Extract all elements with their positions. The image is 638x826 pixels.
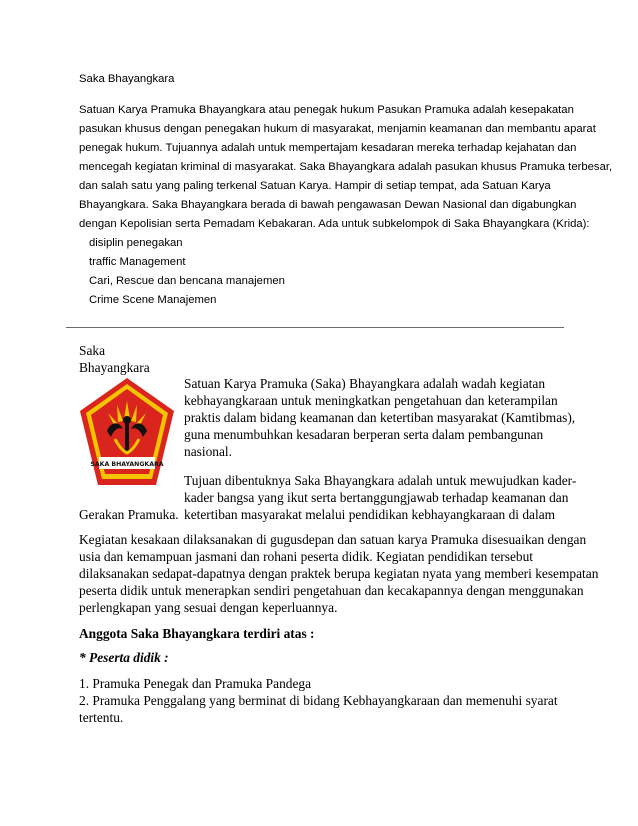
list-item: 2. Pramuka Penggalang yang berminat di bidang Kebhayangkaraan dan memenuhi syarat — [79, 693, 558, 708]
paragraph-line: Satuan Karya Pramuka (Saka) Bhayangkara adalah wadah kegiatan — [184, 376, 546, 391]
section-title-line: Saka — [79, 343, 106, 358]
paragraph-line: penegak hukum. Tujuannya adalah untuk mempertajam kesadaran mereka terhadap kejahatan dan — [79, 142, 577, 154]
anggota-heading: Anggota Saka Bhayangkara terdiri atas : — [79, 626, 315, 641]
list-item: 1. Pramuka Penegak dan Pramuka Pandega — [79, 676, 312, 691]
paragraph-line: pasukan khusus dengan penegakan hukum di masyarakat, menjamin keamanan dan membantu aparat — [79, 123, 596, 135]
peserta-heading: * Peserta didik : — [79, 650, 169, 665]
paragraph-line: kader bangsa yang ikut serta bertanggungjawab terhadap keamanan dan — [184, 490, 569, 505]
list-item: Cari, Rescue dan bencana manajemen — [89, 275, 285, 287]
list-item: traffic Management — [89, 256, 186, 268]
paragraph-line: Tujuan dibentuknya Saka Bhayangkara adalah untuk mewujudkan kader- — [184, 473, 577, 488]
paragraph-line: dan salah satu yang paling terkenal Satuan Karya. Hampir di setiap tempat, ada Satuan Karya — [79, 180, 551, 192]
paragraph-line: perlengkapan yang sesuai dengan keperluannya. — [79, 600, 338, 615]
logo-text: SAKA BHAYANGKARA — [90, 461, 164, 468]
paragraph-line: usia dan kemampuan jasmani dan rohani peserta didik. Kegiatan pendidikan tersebut — [79, 549, 534, 564]
paragraph-line: Satuan Karya Pramuka Bhayangkara atau penegak hukum Pasukan Pramuka adalah kesepakatan — [79, 104, 574, 116]
list-item: disiplin penegakan — [89, 237, 183, 249]
paragraph-line: dilaksanakan sedapat-dapatnya dengan praktek berupa kegiatan nyata yang memberi kesempatan — [79, 566, 599, 581]
horizontal-divider — [66, 327, 564, 328]
document-title: Saka Bhayangkara — [79, 73, 175, 85]
member-list — [79, 675, 558, 726]
paragraph-line: mencegah kegiatan kriminal di masyarakat. Saka Bhayangkara adalah pasukan khusus Pramuka terbesar, — [79, 161, 613, 173]
krida-list — [89, 234, 285, 310]
paragraph-gap — [184, 460, 564, 472]
paragraph-line: Bhayangkara. Saka Bhayangkara berada di bawah pengawasan Dewan Nasional dan digabungkan — [79, 199, 577, 211]
paragraph-line: guna menumbuhkan kesadaran berperan serta dalam pembangunan — [184, 427, 544, 442]
paragraph-line: praktis dalam bidang keamanan dan ketertiban masyarakat (Kamtibmas), — [184, 410, 576, 425]
kegiatan-paragraph — [79, 531, 598, 616]
paragraph-line: nasional. — [184, 444, 232, 459]
list-item: tertentu. — [79, 710, 124, 725]
intro-paragraph — [79, 101, 613, 234]
paragraph-line: dengan Kepolisian serta Pemadam Kebakaran. Ada untuk subkelompok di Saka Bhayangkara (Krida): — [79, 218, 590, 230]
paragraph-line: ketertiban masyarakat melalui pendidikan kebhayangkaraan di dalam — [184, 507, 556, 522]
saka-bhayangkara-logo — [77, 375, 177, 491]
paragraph-continuation: Gerakan Pramuka. — [79, 507, 179, 522]
saka-description — [184, 375, 577, 523]
paragraph-line: peserta didik untuk menerapkan sendiri pengetahuan dan kecakapannya dengan menggunakan — [79, 583, 584, 598]
list-item: Crime Scene Manajemen — [89, 294, 217, 306]
section-title — [79, 342, 150, 376]
paragraph-line: Kegiatan kesakaan dilaksanakan di gugusdepan dan satuan karya Pramuka disesuaikan dengan — [79, 532, 587, 547]
paragraph-line: kebhayangkaraan untuk meningkatkan pengetahuan dan keterampilan — [184, 393, 558, 408]
section-title-line: Bhayangkara — [79, 360, 150, 375]
